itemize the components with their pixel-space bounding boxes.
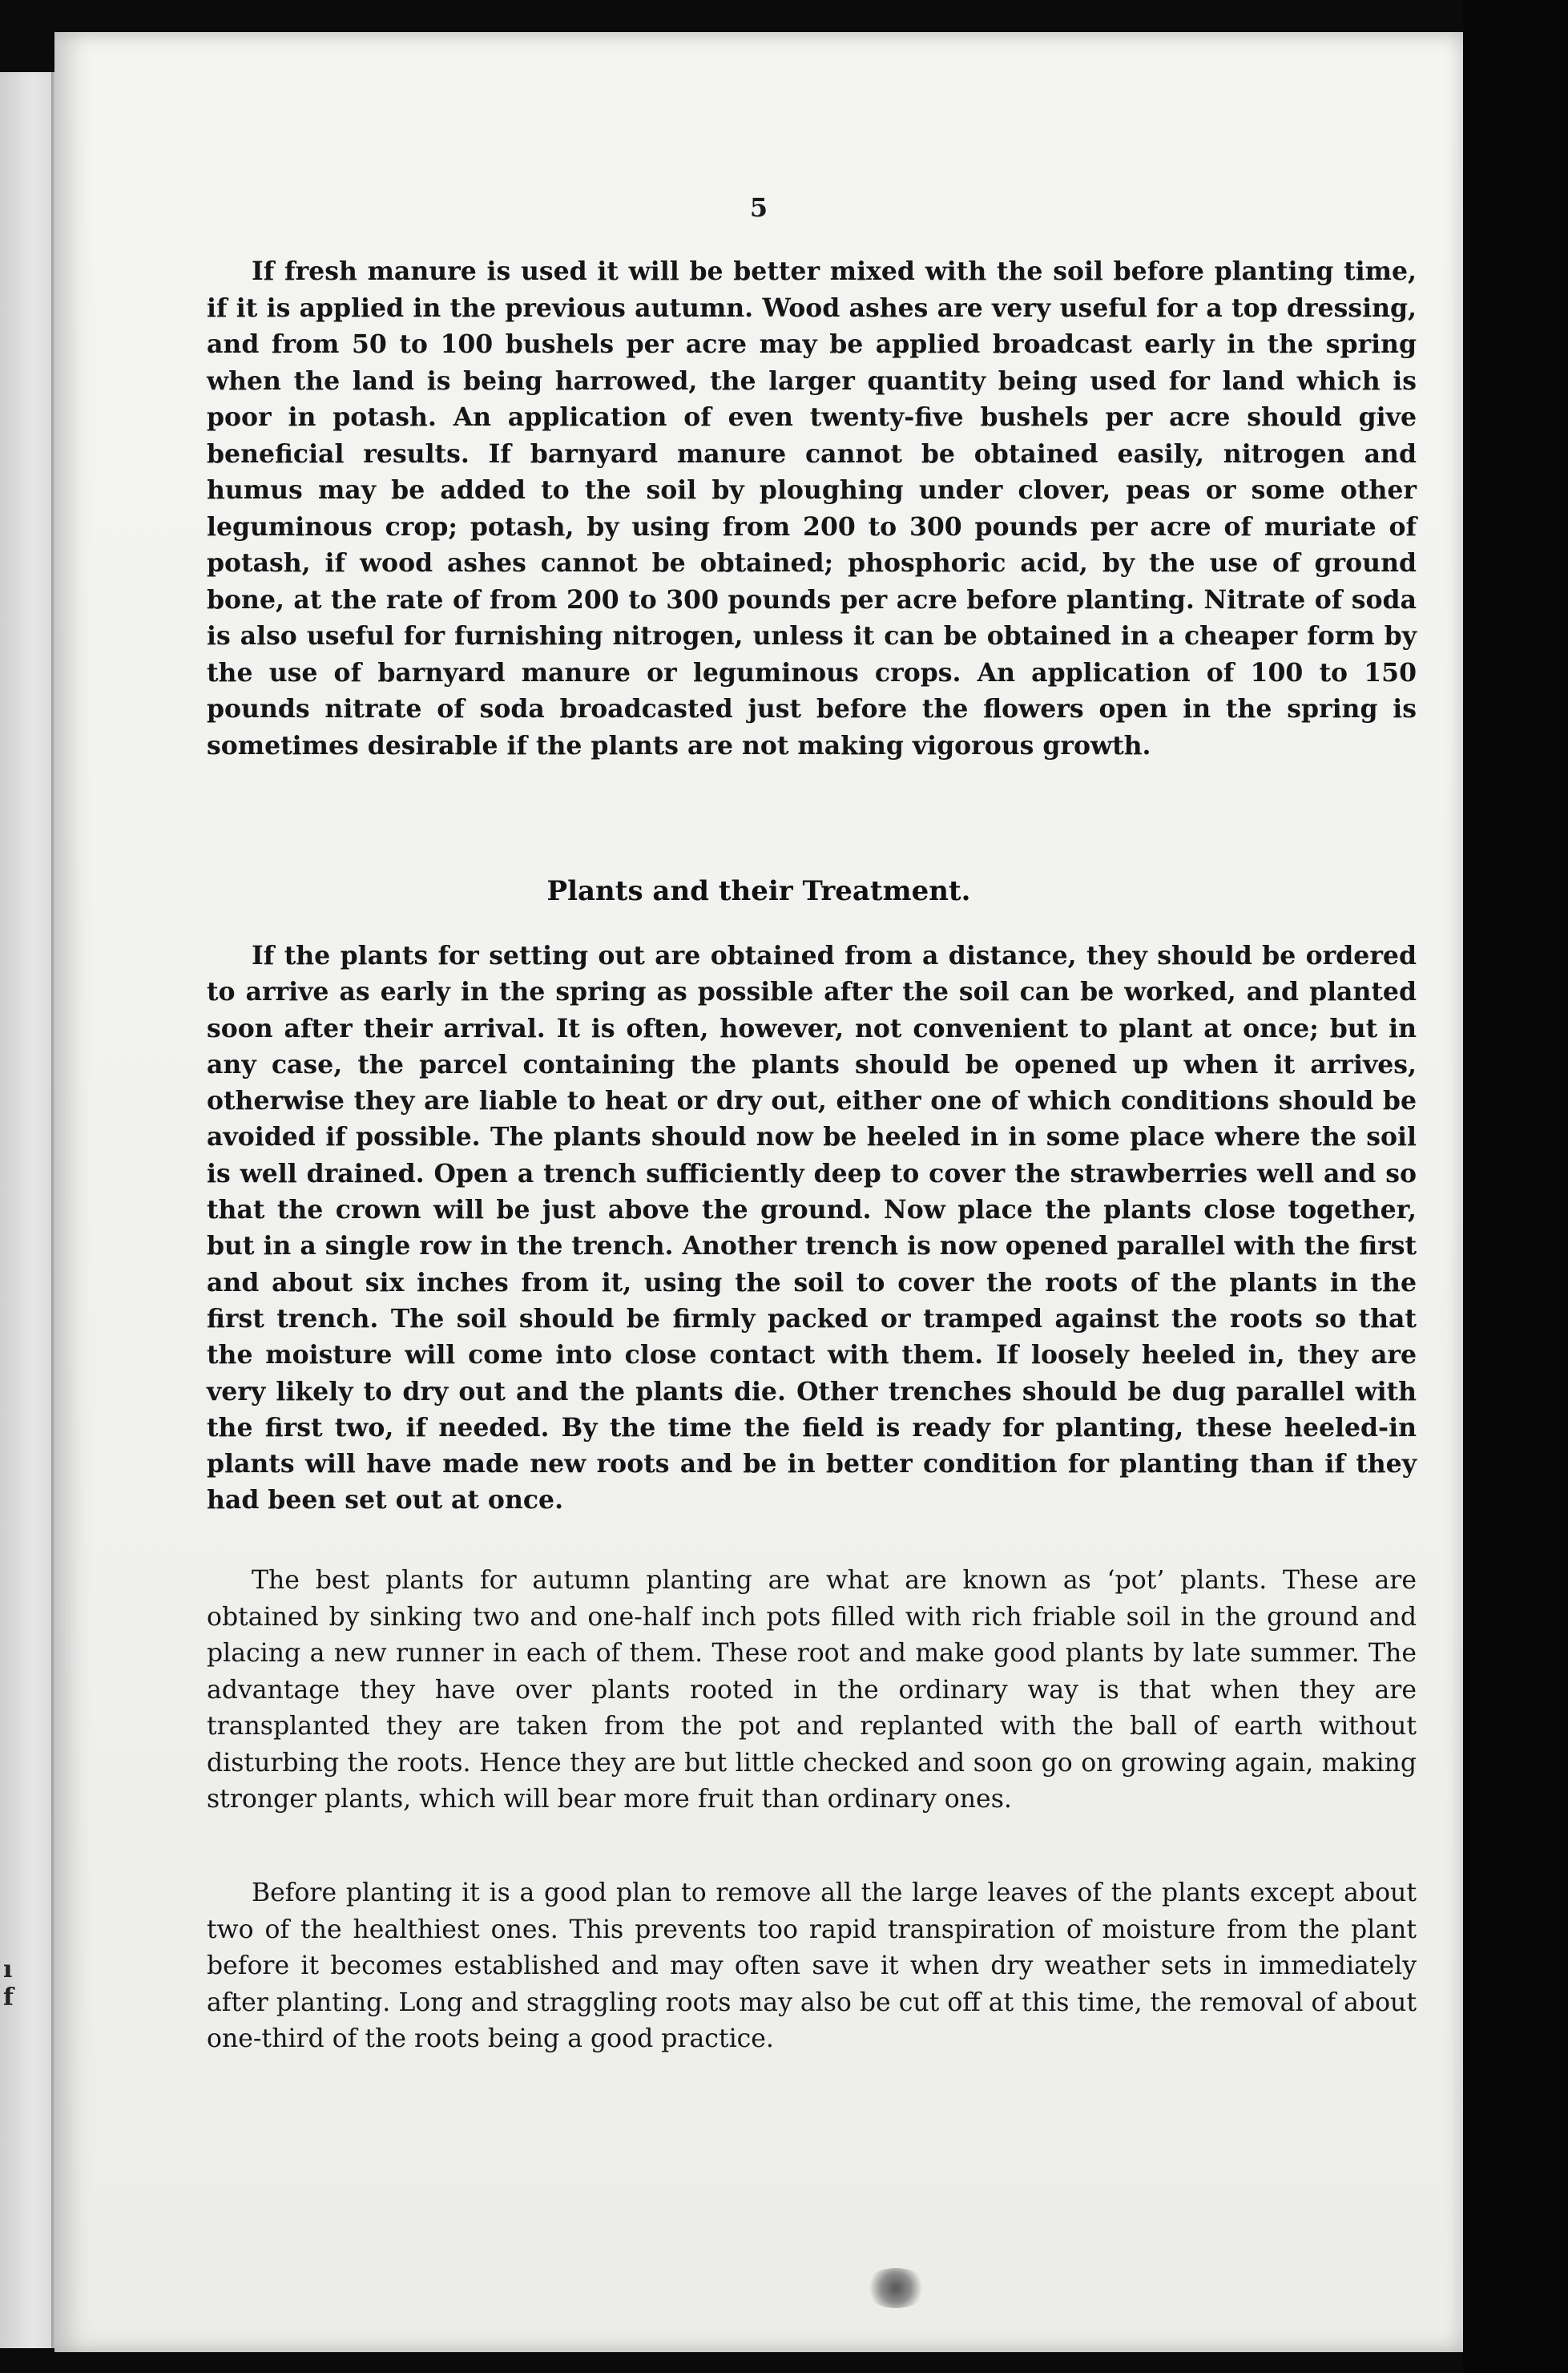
- document-page: [54, 32, 1463, 2352]
- paragraph-heeling-in: If the plants for setting out are obtained from a distance, they should be ordered to arrive as early in the spring as possible after the soil can be worked, and planted soon after their arrival. It is often, however, not convenient to plant at once; but in any case, the parcel containing the plants should be opened up when it arrives, otherwise they are liable to heat or dry out, either one of which conditions should be avoided if possible. The plants should now be heeled in in some place where the soil is well drained. Open a trench sufficiently deep to cover the strawberries well and so that the crown will be just above the ground. Now place the plants close together, but in a single row in the trench. Another trench is now opened parallel with the first and about six inches from it, using the soil to cover the roots of the plants in the first trench. The soil should be firmly packed or tramped against the roots so that the moisture will come into close contact with them. If loosely heeled in, they are very likely to dry out and the plants die. Other trenches should be dug parallel with the first two, if needed. By the time the field is ready for planting, these heeled-in plants will have made new roots and be in better condition for planting than if they had been set out at once.: [207, 941, 1417, 1515]
- paragraph-fertilizers: If fresh manure is used it will be better mixed with the soil before planting time, if it is applied in the previous autumn. Wood ashes are very useful for a top dressing, and from 50 to 100 bushels per acre may be applied broadcast early in the spring when the land is being harrowed, the larger quantity being used for land which is poor in potash. An application of even twenty-five bushels per acre should give beneficial results. If barnyard manure cannot be obtained easily, nitrogen and humus may be added to the soil by ploughing under clover, peas or some other leguminous crop; potash, by using from 200 to 300 pounds per acre of muriate of potash, if wood ashes cannot be obtained; phosphoric acid, by the use of ground bone, at the rate of from 200 to 300 pounds per acre before planting. Nitrate of soda is also useful for furnishing nitrogen, unless it can be obtained in a cheaper form by the use of barnyard manure or leguminous crops. An application of 100 to 150 pounds nitrate of soda broadcasted just before the flowers open in the spring is sometimes desirable if the plants are not making vigorous growth.: [207, 256, 1417, 761]
- section-heading: Plants and their Treatment.: [546, 875, 971, 907]
- scan-smudge: [864, 2268, 928, 2308]
- paragraph-before-planting: Before planting it is a good plan to remove all the large leaves of the plants except about two of the healthiest ones. This prevents too rapid transpiration of moisture from the plant before it becomes established and may often save it when dry weather sets in immediately after planting. Long and straggling roots may also be cut off at this time, the removal of about one-third of the roots being a good practice.: [207, 1879, 1417, 2053]
- scan-border: [1463, 0, 1568, 2373]
- paragraph-pot-plants: The best plants for autumn planting are what are known as ‘pot’ plants. These are obtained by sinking two and one-half inch pots filled with rich friable soil in the ground and placing a new runner in each of them. These root and make good plants by late summer. The advantage they have over plants rooted in the ordinary way is that when they are transplanted they are taken from the pot and replanted with the ball of earth without disturbing the roots. Hence they are but little checked and soon go on growing again, making stronger plants, which will bear more fruit than ordinary ones.: [207, 1566, 1417, 1814]
- page-number: 5: [749, 192, 768, 223]
- margin-mark: ı: [3, 1955, 13, 1984]
- margin-mark: f: [3, 1984, 14, 2012]
- facing-page-edge: [0, 72, 54, 2348]
